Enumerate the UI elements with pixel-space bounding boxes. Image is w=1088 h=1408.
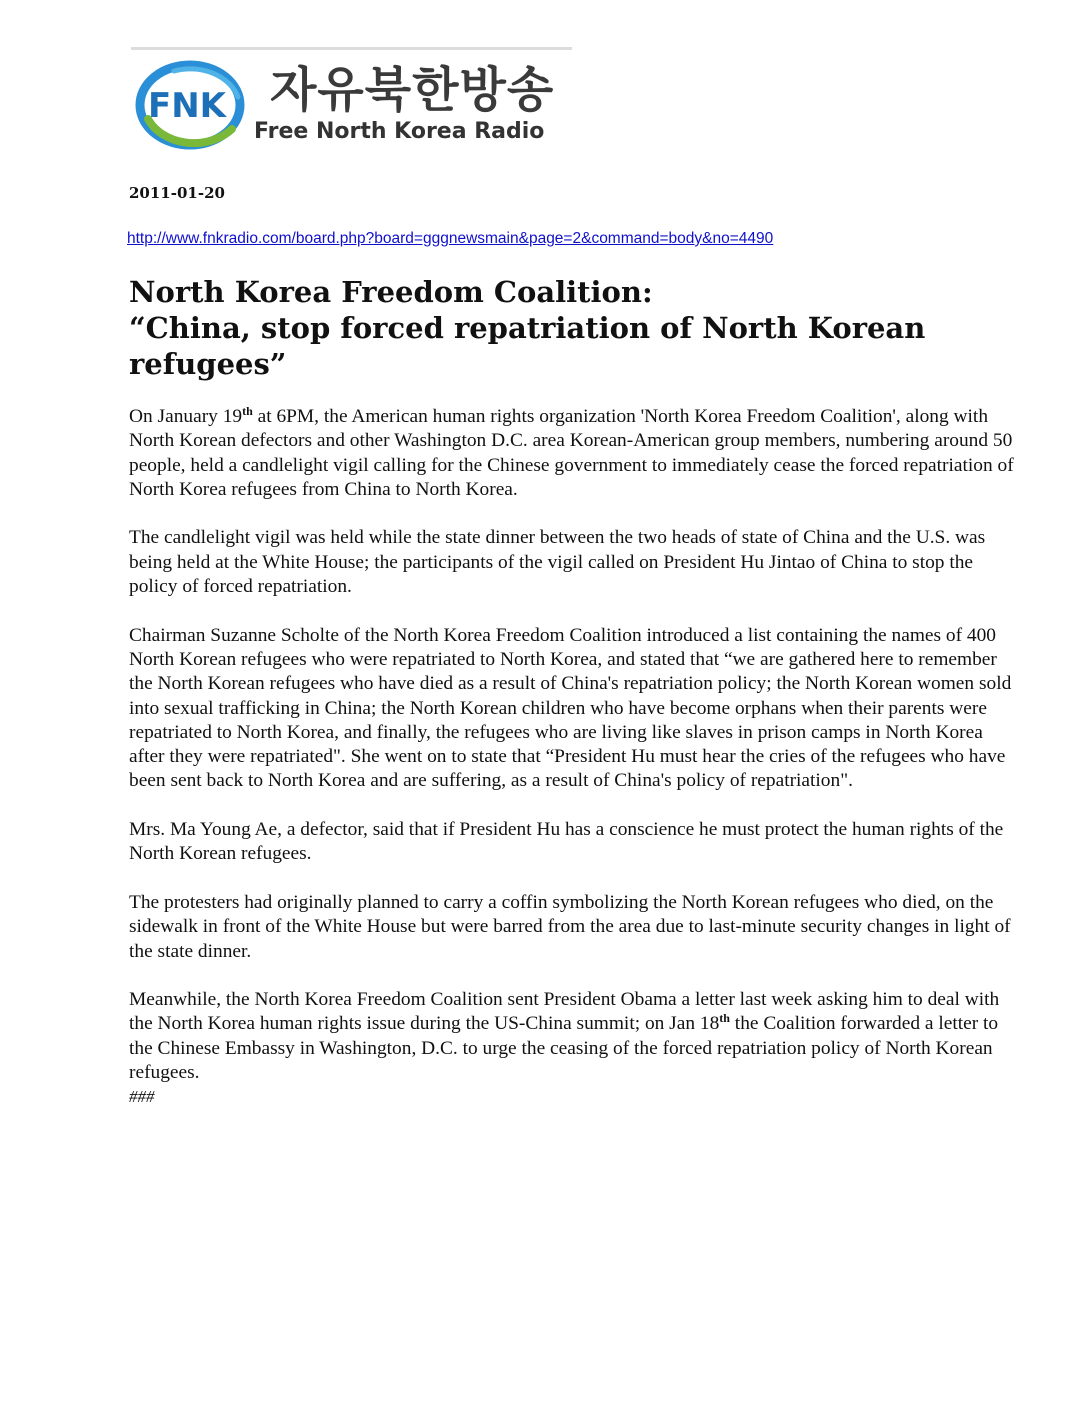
publication-date: 2011-01-20 bbox=[129, 184, 225, 202]
header-divider bbox=[131, 47, 572, 50]
paragraph-1 bbox=[129, 405, 1019, 502]
fnk-emblem-icon bbox=[134, 57, 254, 153]
paragraph-2: The candlelight vigil was held while the state dinner between the two heads of state of China and the U.S. was being held at the White House; the participants of the vigil called on President Hu Jintao of China to stop the policy of forced repatriation. bbox=[129, 527, 986, 598]
paragraph-1-start: On January 19 bbox=[129, 406, 243, 427]
paragraph-6-ordinal: th bbox=[719, 1011, 730, 1026]
fnk-emblem-letters: FNK bbox=[148, 86, 227, 126]
paragraph-4: Mrs. Ma Young Ae, a defector, said that if President Hu has a conscience he must protect the human rights of the North Korean refugees. bbox=[129, 819, 1004, 865]
end-mark: ### bbox=[129, 1087, 155, 1107]
logo-english-name: Free North Korea Radio bbox=[254, 119, 545, 144]
paragraph-1-rest: at 6PM, the American human rights organization 'North Korea Freedom Coalition', along with North Korean defectors and other Washington D.C. area Korean-American group members, numbering around 50 people, held a candlelight vigil calling for the Chinese government to immediately cease the forced repatriation of North Korea refugees from China to North Korea. bbox=[129, 406, 1014, 500]
article-headline bbox=[129, 274, 989, 382]
paragraph-6-rest: the Coalition forwarded a letter to the Chinese Embassy in Washington, D.C. to urge the ceasing of the forced repatriation policy of North Korean refugees. bbox=[129, 1013, 999, 1084]
source-url-link[interactable]: http://www.fnkradio.com/board.php?board=gggnewsmain&page=2&command=body&no=4490 bbox=[127, 230, 774, 247]
paragraph-6 bbox=[129, 988, 1019, 1085]
article-body bbox=[129, 405, 1019, 1109]
paragraph-1-ordinal: th bbox=[242, 404, 253, 418]
fnk-logo bbox=[134, 55, 574, 155]
headline-line-1: North Korea Freedom Coalition: bbox=[129, 275, 653, 309]
headline-line-2: “China, stop forced repatriation of North Korean bbox=[129, 311, 926, 345]
paragraph-3: Chairman Suzanne Scholte of the North Korea Freedom Coalition introduced a list containing the names of 400 North Korean refugees who were repatriated to North Korea, and stated that “we are gathered here to remember the North Korean refugees who have died as a result of China's repatriation policy; the North Korean women sold into sexual trafficking in China; the North Korean children who have become orphans when their parents were repatriated to North Korea, and finally, the refugees who are living like slaves in prison camps in North Korea after they were repatriated". She went on to state that “President Hu must hear the cries of the refugees who have been sent back to North Korea and are suffering, as a result of China's policy of repatriation". bbox=[129, 624, 1012, 792]
paragraph-6-start: Meanwhile, the North Korea Freedom Coalition sent President Obama a letter last week asking him to deal with the North Korea human rights issue during the US-China summit; on Jan 18 bbox=[129, 989, 1000, 1035]
logo-korean-name: 자유북한방송 bbox=[270, 62, 555, 118]
paragraph-5: The protesters had originally planned to carry a coffin symbolizing the North Korean refugees who died, on the sidewalk in front of the White House but were barred from the area due to last-minute security changes in light of the state dinner. bbox=[129, 891, 1011, 962]
headline-line-3: refugees” bbox=[129, 347, 287, 381]
